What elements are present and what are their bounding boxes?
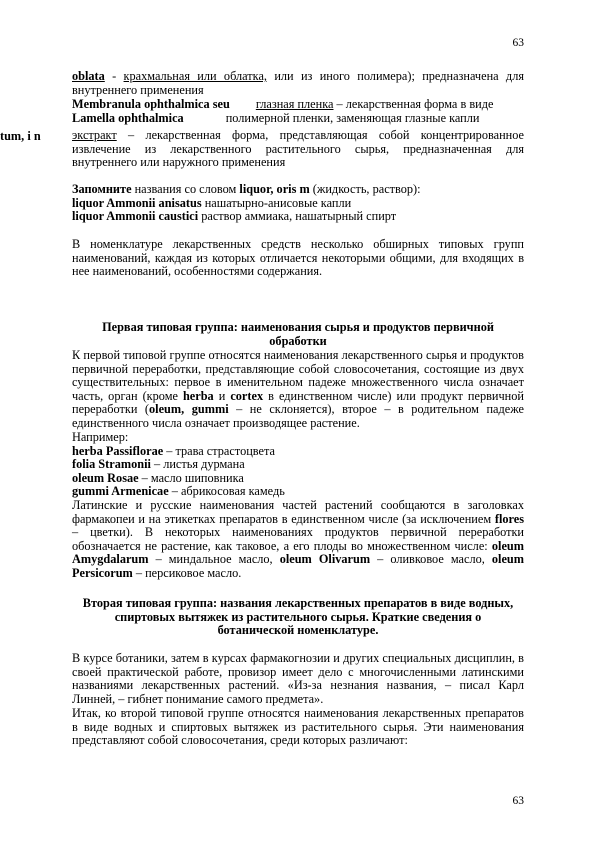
group1-heading: Первая типовая группа: наименования сырья и продуктов первичной обработки <box>102 320 494 348</box>
example-def: – листья дурмана <box>150 457 245 472</box>
lamella-def: полимерной пленки, заменяющая глазные капли <box>225 110 480 125</box>
oleum-gummi-term: oleum, gummi <box>149 402 229 417</box>
remember-tail: (жидкость, раствор): <box>309 182 421 196</box>
liquor-caustici-def: раствор аммиака, нашатырный спирт <box>198 209 397 224</box>
margin-fragment: tum, i n <box>0 129 41 143</box>
example-item <box>72 458 524 472</box>
liquor-anisatus-def: нашатырно-анисовые капли <box>201 195 352 210</box>
for-example-label: Например: <box>72 430 129 444</box>
group1-text-b: и <box>213 388 231 403</box>
group1-text-qe: – персиковое масло. <box>132 565 242 580</box>
oblata-def: или из иного полимера); предназначена для внутреннего применения <box>72 69 524 97</box>
lamella-term: Lamella ophthalmica <box>72 110 184 125</box>
oblata-def-underlined: крахмальная или облатка, <box>123 69 267 83</box>
membranula-def: – лекарственная форма в виде <box>333 97 494 111</box>
oblata-entry <box>72 70 524 97</box>
extract-term: экстракт <box>72 128 117 142</box>
oblata-term: oblata <box>72 69 105 83</box>
membranula-term: Membranula ophthalmica seu <box>72 97 230 111</box>
group2-heading: Вторая типовая группа: названия лекарственных препаратов в виде водных, спиртовых вытяжек из растительного сырья. Краткие сведения о ботанической номенклатуре. <box>82 596 514 638</box>
group1-text-qc: – миндальное масло, <box>148 552 280 567</box>
herba-term: herba <box>182 388 214 403</box>
group1-text-qa: Латинские и русские наименования частей растений сообщаются в заголовках фармакопеи и на этикетках препаратов в единственном числе (за исключением <box>72 498 524 526</box>
liquor-caustici-term: liquor Ammonii caustici <box>72 209 199 224</box>
extract-def: – лекарственная форма, представляющая собой концентрированное извлечение из лекарственного растительного сырья, предназначенная для внутреннего или наружного применения <box>72 128 524 170</box>
examples-block <box>72 431 524 499</box>
example-item <box>72 445 524 459</box>
flores-term: flores <box>494 511 524 526</box>
remember-lead: Запомните <box>72 182 132 196</box>
group1-text-qd: – оливковое масло, <box>370 552 492 567</box>
group2-paragraph-1: В курсе ботаники, затем в курсах фармакогнозии и других специальных дисциплин, в своей практической работе, провизор имеет дело с многочисленными латинскими названиями лекарственных растений. «Из-за незнания названия, – писал Карл Линней, – гибнет понимание самого предмета». <box>72 651 524 706</box>
example-item <box>72 485 524 499</box>
example-term: oleum Rosae <box>72 470 139 485</box>
liquor-anisatus-term: liquor Ammonii anisatus <box>72 195 202 210</box>
membranula-def-underlined: глазная пленка <box>255 97 334 111</box>
persicorum-term: oleum Persicorum <box>72 552 524 580</box>
membranula-entry <box>72 98 524 125</box>
intro-paragraph: В номенклатуре лекарственных средств несколько обширных типовых групп наименований, каждая из которых отличается некоторыми общими, для входящих в нее наименований, особенностями содержания. <box>72 237 524 279</box>
example-term: folia Stramonii <box>72 457 151 472</box>
group1-text-c: в единственном числе) или продукт первичной переработки ( <box>72 388 524 417</box>
extract-entry <box>72 129 524 170</box>
remember-block <box>72 183 524 224</box>
example-def: – масло шиповника <box>138 470 244 485</box>
group1-paragraph-2 <box>72 499 524 581</box>
example-def: – трава страстоцвета <box>163 443 275 458</box>
group2-paragraph-2: Итак, ко второй типовой группе относятся наименования лекарственных препаратов в виде водных и спиртовых вытяжек из растительного сырья. Эти наименования представляют собой словосочетания, среди которых различают: <box>72 706 524 748</box>
cortex-term: cortex <box>230 388 264 403</box>
olivarum-term: oleum Olivarum <box>279 552 371 567</box>
group1-paragraph <box>72 349 524 431</box>
example-term: herba Passiflorae <box>72 443 164 458</box>
remember-term: liquor, oris m <box>239 182 310 196</box>
example-item <box>72 472 524 486</box>
page-number-top: 63 <box>512 37 524 49</box>
oblata-dash: - <box>104 69 124 83</box>
group1-text-d: – не склоняется), второе – в родительном падеже единственного числа означает производящее растение. <box>72 402 524 430</box>
group1-text-a: К первой типовой группе относятся наименования лекарственного сырья и продуктов первичной переработки, представляющие собой словосочетания, состоящие из двух существительных: первое в именительном падеже множественного числа означает часть, орган (кроме <box>72 348 524 403</box>
example-def: – абрикосовая камедь <box>168 484 285 499</box>
example-term: gummi Armenicae <box>72 484 169 499</box>
page-number-bottom: 63 <box>512 795 524 807</box>
amygdalarum-term: oleum Amygdalarum <box>72 538 524 567</box>
group1-text-qb: – цветки). В некоторых наименованиях продуктов первичной переработки обозначается не растение, как таковое, а его плоды во множественном числе: <box>72 525 524 553</box>
remember-mid: названия со словом <box>131 182 240 196</box>
